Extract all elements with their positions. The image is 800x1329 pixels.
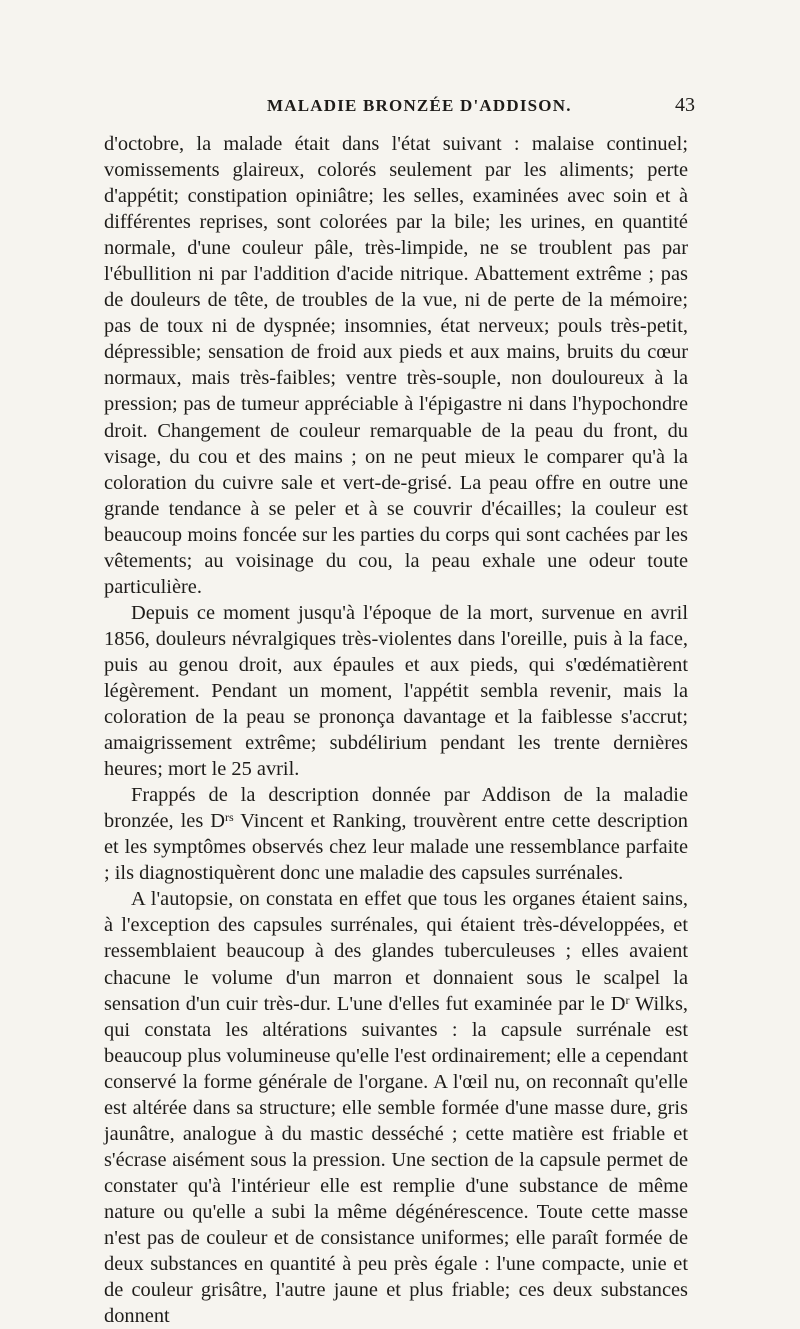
paragraph-patient-state: d'octobre, la malade était dans l'état suivant : malaise continuel; vomissements glaireux, colorés seulement par les aliments; perte d'appétit; constipation opiniâtre; les selles, examinées avec soin et à différentes reprises, sont colorées par la bile; les urines, en quantité normale, d'une couleur pâle, très-limpide, ne se troublent pas par l'ébullition ni par l'addition d'acide nitrique. Abattement extrême ; pas de douleurs de tête, de troubles de la vue, ni de perte de la mémoire; pas de toux ni de dyspnée; insomnies, état nerveux; pouls très-petit, dépressible; sensation de froid aux pieds et aux mains, bruits du cœur normaux, mais très-faibles; ventre très-souple, non douloureux à la pression; pas de tumeur appréciable à l'épigastre ni dans l'hypochondre droit. Changement de couleur remarquable de la peau du front, du visage, du cou et des mains ; on ne peut mieux le comparer qu'à la coloration du cuivre sale et vert-de-grisé. La peau offre en outre une grande tendance à se peler et à se couvrir d'écailles; la couleur est beaucoup moins foncée sur les parties du corps qui sont cachées par les vêtements; au voisinage du cou, la peau exhale une odeur toute particulière. [104, 133, 688, 598]
doctors-abbrev-sup: rs [224, 810, 234, 825]
page-number: 43 [675, 94, 695, 116]
body-text [104, 131, 688, 1329]
paragraph-course-to-death: Depuis ce moment jusqu'à l'époque de la mort, survenue en avril 1856, douleurs névralgiques très-violentes dans l'oreille, puis à la face, puis au genou droit, aux épaules et aux pieds, qui s'œdématièrent légèrement. Pendant un moment, l'appétit sembla revenir, mais la coloration de la peau se prononça davantage et la faiblesse s'accrut; amaigrissement extrême; subdélirium pendant les trente dernières heures; mort le 25 avril. [104, 601, 688, 781]
paragraph-autopsy [104, 886, 688, 1329]
autopsy-text-start: A l'autopsie, on constata en effet que tous les organes étaient sains, à l'exception des capsules surrénales, qui étaient très-développées, et ressemblaient beaucoup à des glandes tuberculeuses ; elles avaient chacune le volume d'un marron et donnaient sous le scalpel la sensation d'un cuir très-dur. L'une d'elles fut examinée par le D [104, 888, 688, 1015]
paragraph-diagnosis [104, 782, 688, 886]
running-title: MALADIE BRONZÉE D'ADDISON. [267, 96, 572, 115]
doctor-abbrev-sup: r [625, 992, 630, 1007]
autopsy-text-end: Wilks, qui constata les altérations suivantes : la capsule surrénale est beaucoup plus volumineuse qu'elle l'est ordinairement; elle a cependant conservé la forme générale de l'organe. A l'œil nu, on reconnaît qu'elle est altérée dans sa structure; elle semble formée d'une masse dure, gris jaunâtre, analogue à du mastic desséché ; cette matière est friable et s'écrase aisément sous la pression. Une section de la capsule permet de constater qu'à l'intérieur elle est remplie d'une substance de même nature ou qu'elle a subi la même dégénérescence. Toute cette masse n'est pas de couleur et de consistance uniformes; elle paraît formée de deux substances en quantité à peu près égale : l'une compacte, unie et de couleur grisâtre, l'autre jaune et plus friable; ces deux substances donnent [104, 992, 689, 1328]
diagnosis-text-end: Vincent et Ranking, trouvèrent entre cette description et les symptômes observés chez leur malade une ressemblance parfaite ; ils diagnostiquèrent donc une maladie des capsules surrénales. [104, 810, 688, 885]
page-header [255, 96, 695, 122]
diagnosis-text-start: Frappés de la description donnée par Addison de la maladie bronzée, les D [104, 784, 688, 833]
